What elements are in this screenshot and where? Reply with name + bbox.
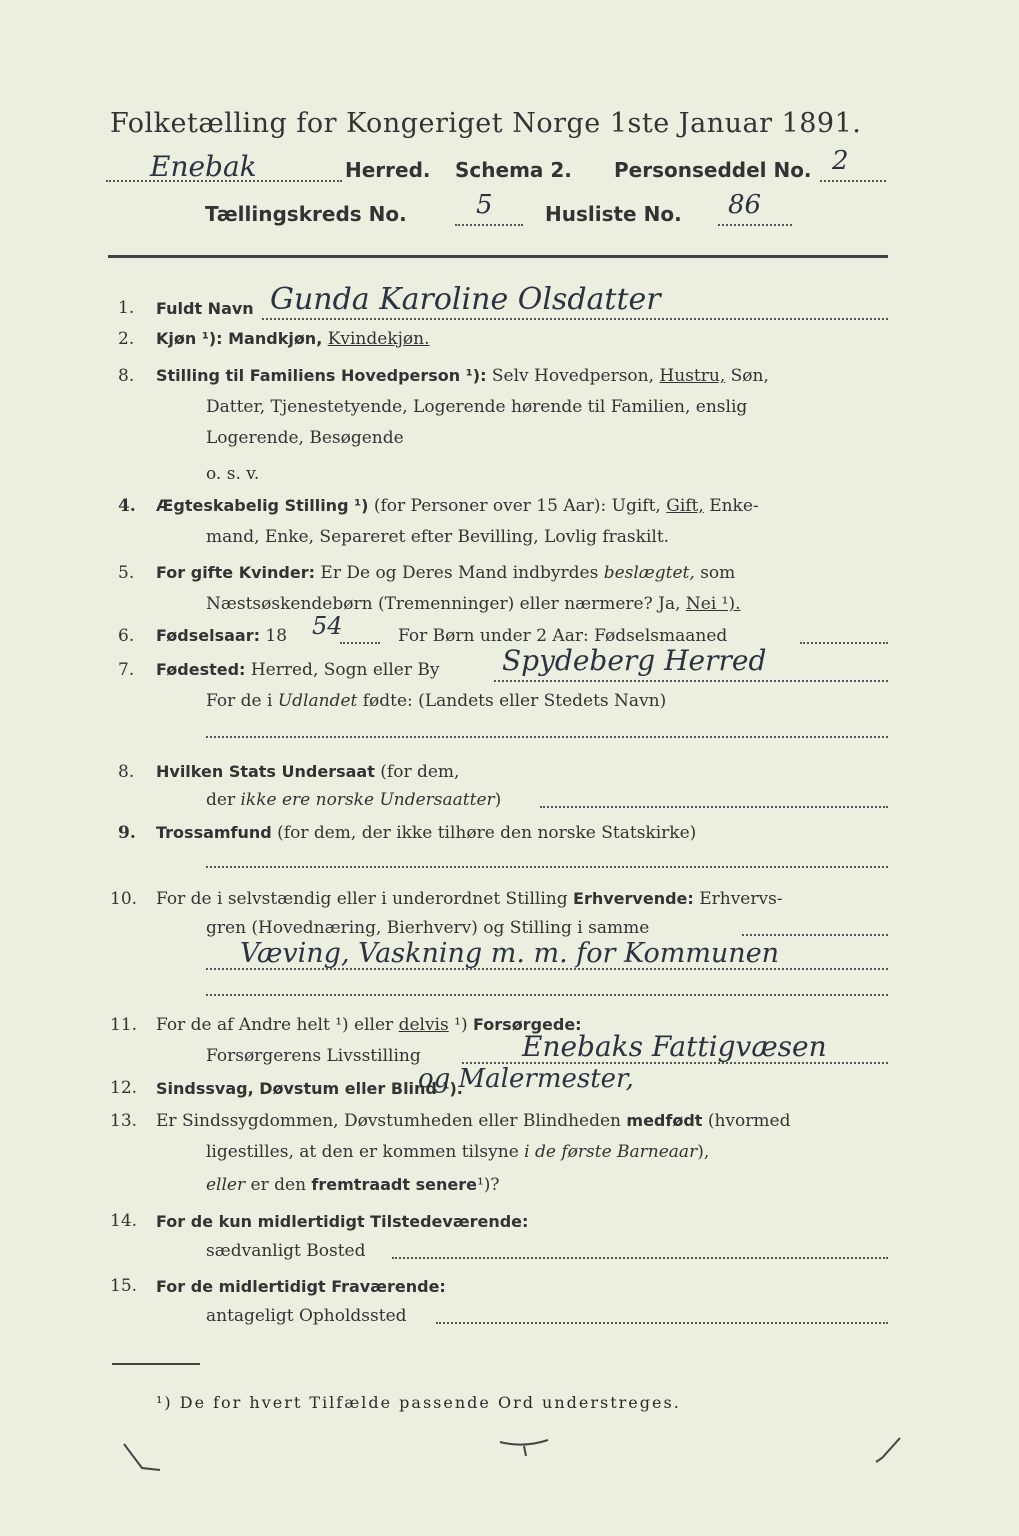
q6-number: 6. [118,626,135,646]
q6-answer: 54 [312,612,343,640]
q8-dotline [540,806,888,808]
q1-number: 1. [118,298,135,318]
q6-line1 [156,626,287,646]
q2-text [156,329,429,349]
q13-italic: i de første Barneaar [524,1142,698,1162]
herred-value: Enebak [150,150,257,183]
q4-line2: mand, Enke, Separeret efter Bevilling, Lovlig fraskilt. [206,527,670,547]
q15-dotline [436,1322,888,1324]
q13-italic-b: eller [206,1175,246,1195]
q8-number: 8. [118,762,135,782]
q11-text-a: For de af Andre helt ¹) eller [156,1015,394,1035]
q5-text-c: Næstsøskendebørn (Tremenninger) eller nærmere? Ja, [206,594,681,614]
q6-dotline-b [800,642,888,644]
q7-line1 [156,660,440,680]
q9-number: 9. [118,823,136,843]
q10-dotline-a [742,934,888,936]
q3-line4: o. s. v. [206,464,260,484]
husliste-label: Husliste No. [545,202,682,226]
q11-line2: Forsørgerens Livsstilling [206,1046,421,1066]
q3-number: 8. [118,366,135,386]
herred-label: Herred. [345,158,431,182]
q9-text: (for dem, der ikke tilhøre den norske Statskirke) [277,823,697,843]
q10-bold: Erhvervende: [573,889,694,908]
q12-label: Sindssvag, Døvstum eller Blind ¹). [156,1079,463,1098]
q4-number: 4. [118,496,136,516]
q11-line1 [156,1015,582,1035]
husliste-value: 86 [728,190,762,220]
q13-number: 13. [110,1111,138,1131]
q8-text-a: (for dem, [380,762,460,782]
q4-underlined: Gift, [666,496,704,516]
q5-line1 [156,563,735,583]
q6-label: Fødselsaar: [156,626,260,645]
q10-text-a: For de i selvstændig eller i underordnet Stilling [156,889,568,909]
personseddel-label: Personseddel No. [614,158,812,182]
q7-text-a: Herred, Sogn eller By [250,660,440,680]
q9-label: Trossamfund [156,823,272,842]
q5-label: For gifte Kvinder: [156,563,315,582]
schema-label: Schema 2. [455,158,572,182]
q13-line3 [206,1175,500,1195]
q15-number: 15. [110,1276,138,1296]
q4-line1 [156,496,759,516]
q6-prefix: 18 [265,626,288,646]
q9-dotline [206,866,888,868]
q5-line2 [206,594,741,614]
q9-line1 [156,823,696,843]
footnote-rule [112,1363,200,1365]
q4-label: Ægteskabelig Stilling ¹) [156,496,369,515]
q10-text-b: Erhvervs- [699,889,783,909]
q10-answer: Væving, Vaskning m. m. for Kommunen [240,938,780,969]
q14-number: 14. [110,1211,138,1231]
q3-line1 [156,366,769,386]
q14-label: For de kun midlertidigt Tilstedeværende: [156,1212,529,1231]
q5-underlined: Nei ¹). [685,594,741,614]
taellingskreds-value: 5 [476,190,493,220]
pen-mark-right [870,1432,910,1472]
q10-dotline-c [206,994,888,996]
taellingskreds-dotline [455,224,523,226]
q13-line1 [156,1111,790,1131]
q3-underlined: Hustru, [659,366,726,386]
q7-number: 7. [118,660,135,680]
q7-label: Fødested: [156,660,246,679]
q11-bold: Forsørgede: [473,1015,582,1034]
q12-answer: og Malermester, [418,1064,634,1094]
form-title: Folketælling for Kongeriget Norge 1ste Januar 1891. [110,108,862,139]
q6-dotline-a [340,642,380,644]
q11-underlined: delvis [398,1015,449,1035]
q13-bold: medfødt [626,1111,703,1130]
q7-dotline-b [206,736,888,738]
q5-number: 5. [118,563,135,583]
q10-number: 10. [110,889,138,909]
q10-line1 [156,889,783,909]
q13-line2: ligestilles, at den er kommen tilsyne i de første Barneaar), [206,1142,710,1162]
q5-italic: beslægtet, [603,563,695,583]
q3-text-a: Selv Hovedperson, [491,366,655,386]
q6-text: For Børn under 2 Aar: Fødselsmaaned [398,626,728,646]
q8-line2: der ikke ere norske Undersaatter) [206,790,502,810]
q8-text-b: der [206,790,236,810]
q13-text-a: Er Sindssygdommen, Døvstumheden eller Blindheden [156,1111,621,1131]
q13-text-e: ¹)? [476,1175,500,1195]
q3-line3: Logerende, Besøgende [206,428,404,448]
personseddel-dotline [820,180,886,182]
q14-dotline [392,1257,888,1259]
q7-answer: Spydeberg Herred [502,644,767,677]
q13-text-b: (hvormed [707,1111,791,1131]
q2-label: Kjøn ¹): Mandkjøn, [156,329,323,348]
q3-text-b: Søn, [730,366,769,386]
q7-italic: Udlandet [277,691,358,711]
q10-dotline-b [206,968,888,970]
taellingskreds-label: Tællingskreds No. [205,202,407,226]
q14-line2: sædvanligt Bosted [206,1241,366,1261]
q11-number: 11. [110,1015,138,1035]
q2-number: 2. [118,329,135,349]
q3-label: Stilling til Familiens Hovedperson ¹): [156,366,487,385]
q7-text-c: fødte: (Landets eller Stedets Navn) [362,691,667,711]
q7-line2 [206,691,666,711]
personseddel-value: 2 [832,146,849,176]
q7-text-b: For de i [206,691,273,711]
header-divider [108,255,888,258]
q11-answer: Enebaks Fattigvæsen [522,1030,827,1063]
pen-mark-center [496,1432,556,1462]
husliste-dotline [718,224,792,226]
q11-text-b: ¹) [454,1015,468,1035]
pen-mark-left [120,1440,180,1480]
q8-italic: ikke ere norske Undersaatter [240,790,495,810]
q4-text-a: (for Personer over 15 Aar): Ugift, [373,496,661,516]
q1-dotline [262,318,888,320]
footnote: ¹) De for hvert Tilfælde passende Ord understreges. [156,1393,681,1412]
q8-label: Hvilken Stats Undersaat [156,762,375,781]
q12-number: 12. [110,1078,138,1098]
q7-dotline [494,680,888,682]
q13-text-c: ligestilles, at den er kommen tilsyne [206,1142,519,1162]
q15-line2: antageligt Opholdssted [206,1306,407,1326]
q4-text-b: Enke- [709,496,759,516]
q10-line2: gren (Hovednæring, Bierhverv) og Stilling i samme [206,918,650,938]
q13-text-d: er den [250,1175,307,1195]
q8-line1 [156,762,459,782]
q5-text-a: Er De og Deres Mand indbyrdes [320,563,599,583]
q2-underlined: Kvindekjøn. [327,329,430,349]
q5-text-b: som [700,563,736,583]
q1-answer: Gunda Karoline Olsdatter [270,282,661,317]
q1-label: Fuldt Navn [156,299,254,318]
herred-dotline [106,180,342,182]
q3-line2: Datter, Tjenestetyende, Logerende hørende til Familien, enslig [206,397,748,417]
q15-label: For de midlertidigt Fraværende: [156,1277,446,1296]
q13-bold-b: fremtraadt senere [311,1175,477,1194]
